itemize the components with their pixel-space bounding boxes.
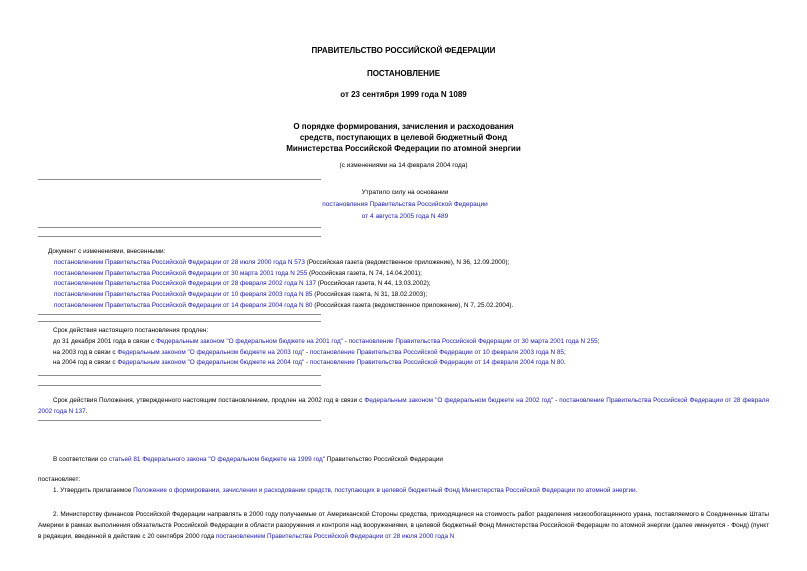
title-line-2: средств, поступающих в целевой бюджетный Фонд	[299, 133, 508, 142]
resolves-label	[38, 475, 769, 486]
divider	[38, 375, 321, 376]
budget-law-2003-link[interactable]: Федеральным законом "О федеральном бюджете на 2003 год"	[117, 348, 305, 356]
item-2-paragraph	[38, 510, 769, 542]
resolution-date: от 23 сентября 1999 года N 1089	[340, 90, 467, 99]
article-81-link[interactable]: статьей 81 Федерального закона "О федеральном бюджете на 1999 год"	[108, 456, 326, 463]
change-source-2: (Российская газета, N 74, 14.04.2001);	[307, 269, 422, 277]
budget-law-2002-link[interactable]: Федеральным законом "О федеральном бюджете на 2002 год"	[364, 397, 554, 404]
validity-term-block	[53, 326, 599, 369]
term-text: на 2003 год в связи с	[53, 348, 118, 356]
item-1-text: 1. Утвердить прилагаемое	[53, 487, 134, 494]
extension-text: -	[553, 397, 560, 404]
term-text: .	[563, 359, 566, 367]
list-item	[48, 301, 513, 312]
divider	[38, 321, 321, 322]
divider	[38, 314, 321, 315]
change-link-1[interactable]: постановлением Правительства Российской Федерации от 28 июля 2000 года N 573	[54, 258, 305, 266]
change-source-4: (Российская газета, N 31, 18.02.2003);	[312, 291, 428, 299]
divider	[38, 420, 321, 421]
document-changes-block	[48, 247, 513, 312]
budget-law-2004-link[interactable]: Федеральным законом "О федеральном бюджете на 2004 год"	[117, 359, 305, 367]
list-item	[53, 337, 599, 348]
item-1-paragraph	[38, 486, 769, 497]
list-item	[53, 358, 599, 369]
title-line-3: Министерства Российской Федерации по атомной энергии	[286, 144, 521, 153]
resolution-80-link[interactable]: постановление Правительства Российской Федерации от 14 февраля 2004 года N 80	[309, 359, 564, 367]
budget-law-2001-link[interactable]: Федеральным законом "О федеральном бюджете на 2001 год"	[156, 337, 344, 345]
validity-term-heading: Срок действия настоящего постановления продлен:	[53, 327, 209, 334]
term-text: до 31 декабря 2001 года в связи с	[53, 337, 157, 345]
basis-text: Правительство Российской Федерации	[325, 456, 443, 463]
divider	[38, 385, 321, 386]
resolution-255-link[interactable]: постановление Правительства Российской Федерации от 30 марта 2001 года N 255	[348, 337, 598, 345]
term-text: ;	[563, 348, 566, 356]
basis-text: В соответствии со	[53, 456, 109, 463]
change-link-5[interactable]: постановлением Правительства Российской Федерации от 14 февраля 2004 года N 80	[54, 301, 313, 309]
change-link-3[interactable]: постановлением Правительства Российской Федерации от 28 февраля 2002 года N 137	[54, 280, 317, 288]
list-item	[48, 290, 513, 301]
item-2-text: 2. Министерству финансов Российской Федерации направлять в 2000 году получаемые от Американской Стороны средства, приходящиеся на стоимость работ разделения низкообогащенного урана, поставляемого в Соединенные Штаты Америки в рамках выполнения обязательств Российской Федерации в области разоружения и контроля над вооружениями, в целевой бюджетный Фонд Министерства Российской Федерации по атомной энергии (далее именуется - Фонд) (пункт в редакции, введенной в действие с 20 сентября 2000 года	[38, 511, 769, 540]
change-link-4[interactable]: постановлением Правительства Российской Федерации от 10 февраля 2003 года N 85	[54, 291, 313, 299]
resolution-573-link[interactable]: постановлением Правительства Российской Федерации от 28 июля 2000 года N	[215, 532, 455, 540]
amendment-note: (с изменениями на 14 февраля 2004 года)	[339, 162, 468, 169]
list-item	[48, 279, 513, 290]
title-line-1: О порядке формирования, зачисления и расходования	[293, 122, 514, 131]
term-text: -	[304, 348, 310, 356]
resolution-heading: ПОСТАНОВЛЕНИЕ	[366, 69, 441, 78]
term-text: -	[304, 359, 310, 367]
lost-force-link-2[interactable]: от 4 августа 2005 года N 489	[361, 213, 449, 220]
lost-force-link-1[interactable]: постановления Правительства Российской Федерации	[322, 201, 488, 208]
divider	[38, 179, 321, 180]
extension-text: .	[85, 407, 88, 415]
term-text: -	[343, 337, 349, 345]
resolution-137-link[interactable]: постановление Правительства Российской Федерации от 28 февраля 2002 года N 137	[38, 397, 769, 415]
list-item	[48, 258, 513, 269]
change-source-1: (Российская газета (ведомственное приложение), N 36, 12.09.2000);	[304, 258, 510, 266]
regulation-extension-paragraph	[38, 396, 769, 418]
item-1-text: .	[635, 487, 638, 494]
lost-force-note	[250, 187, 560, 223]
legal-basis-paragraph	[38, 455, 769, 466]
term-text: ;	[597, 337, 600, 345]
resolves-text: постановляет:	[38, 476, 81, 483]
divider	[38, 236, 321, 237]
term-text: на 2004 год в связи с	[53, 359, 118, 367]
change-link-2[interactable]: постановлением Правительства Российской Федерации от 30 марта 2001 года N 255	[54, 269, 308, 277]
government-heading: ПРАВИТЕЛЬСТВО РОССИЙСКОЙ ФЕДЕРАЦИИ	[311, 46, 496, 55]
resolution-85-link[interactable]: постановление Правительства Российской Федерации от 10 февраля 2003 года N 85	[309, 348, 564, 356]
list-item	[48, 269, 513, 280]
extension-text: Срок действия Положения, утвержденного настоящим постановлением, продлен на 2002 год в связи с	[53, 397, 365, 404]
lost-force-text: Утратило силу на основании	[361, 189, 449, 196]
list-item	[53, 348, 599, 359]
change-source-3: (Российская газета, N 44, 13.03.2002);	[316, 280, 431, 288]
document-title	[0, 121, 807, 154]
document-changes-heading: Документ с изменениями, внесенными:	[48, 248, 166, 255]
regulation-link[interactable]: Положение о формировании, зачислении и расходовании средств, поступающих в целевой бюджетный Фонд Министерства Российской Федерации по атомной энергии	[133, 487, 636, 494]
divider	[38, 227, 321, 228]
change-source-5: (Российская газета (ведомственное приложение), N 7, 25.02.2004).	[312, 301, 514, 309]
